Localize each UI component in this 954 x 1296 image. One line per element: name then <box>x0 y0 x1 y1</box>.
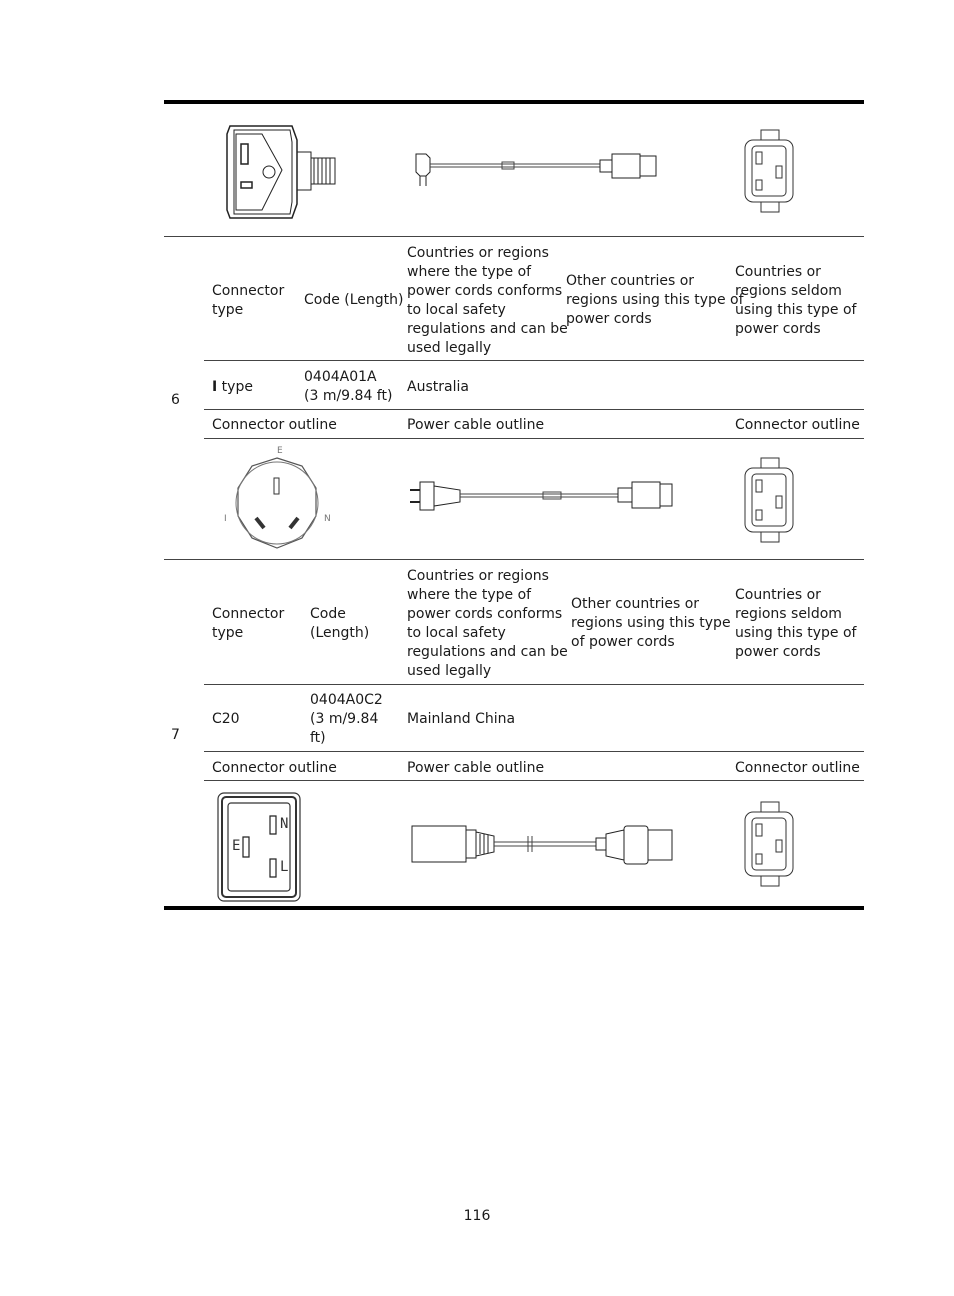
header-other-countries: Other countries or regions using this type of power cords <box>571 596 731 650</box>
right-angle-plug-icon <box>222 122 342 222</box>
code-value: 0404A0C2 (3 m/9.84 ft) <box>310 692 383 746</box>
row-number: 7 <box>171 727 180 743</box>
header-code-length: Code (Length) <box>304 292 404 308</box>
connector-outline-label: Connector outline <box>212 760 337 776</box>
c13-connector-icon <box>742 800 796 888</box>
country-value: Mainland China <box>407 711 516 727</box>
code-value: 0404A01A (3 m/9.84 ft) <box>304 369 393 404</box>
cable-with-flat-plug-icon <box>408 476 674 516</box>
c20-c19-cable-icon <box>410 822 676 868</box>
c20-inlet-face-icon <box>216 791 302 903</box>
header-connector-type: Connector type <box>212 606 285 641</box>
row-divider <box>204 438 864 439</box>
table-bottom-rule <box>164 906 864 910</box>
header-seldom-countries: Countries or regions seldom using this type of power cords <box>735 264 857 337</box>
row-divider <box>204 751 864 752</box>
row-divider <box>164 236 864 237</box>
header-conforming-countries: Countries or regions where the type of power cords conforms to local safety regulations and can be used legally <box>407 568 568 679</box>
plug-letter-neutral: N <box>280 816 289 832</box>
page-number: 116 <box>463 1208 491 1224</box>
plug-letter-neutral: N <box>324 514 331 524</box>
connector-type-value <box>212 378 253 397</box>
c13-connector-icon <box>742 456 796 544</box>
connector-outline-label: Connector outline <box>735 760 860 776</box>
row-divider <box>204 360 864 361</box>
connector-type-name: I <box>212 379 218 395</box>
row-divider <box>204 780 864 781</box>
connector-type-value: C20 <box>212 711 240 727</box>
header-seldom-countries: Countries or regions seldom using this type of power cords <box>735 587 857 660</box>
plug-letter-earth: E <box>277 446 283 456</box>
table-top-rule <box>164 100 864 104</box>
power-cable-outline-label: Power cable outline <box>407 417 545 433</box>
row-divider <box>204 684 864 685</box>
plug-letter-live: I <box>224 514 227 524</box>
row-number: 6 <box>171 392 180 408</box>
row-divider <box>164 559 864 560</box>
cable-with-right-angle-plug-icon <box>412 148 662 188</box>
header-connector-type: Connector type <box>212 283 285 318</box>
c13-connector-icon <box>742 128 796 214</box>
header-other-countries: Other countries or regions using this type of power cords <box>566 273 744 327</box>
power-cable-outline-label: Power cable outline <box>407 760 545 776</box>
header-code-length: Code (Length) <box>310 606 370 641</box>
connector-type-suffix: type <box>217 379 253 395</box>
row-divider <box>204 409 864 410</box>
country-value: Australia <box>407 379 469 395</box>
plug-letter-earth: E <box>232 838 241 854</box>
connector-outline-label: Connector outline <box>212 417 337 433</box>
australian-plug-face-icon <box>222 444 332 556</box>
plug-letter-live: L <box>280 859 289 875</box>
header-conforming-countries: Countries or regions where the type of power cords conforms to local safety regulations and can be used legally <box>407 245 568 356</box>
connector-outline-label: Connector outline <box>735 417 860 433</box>
